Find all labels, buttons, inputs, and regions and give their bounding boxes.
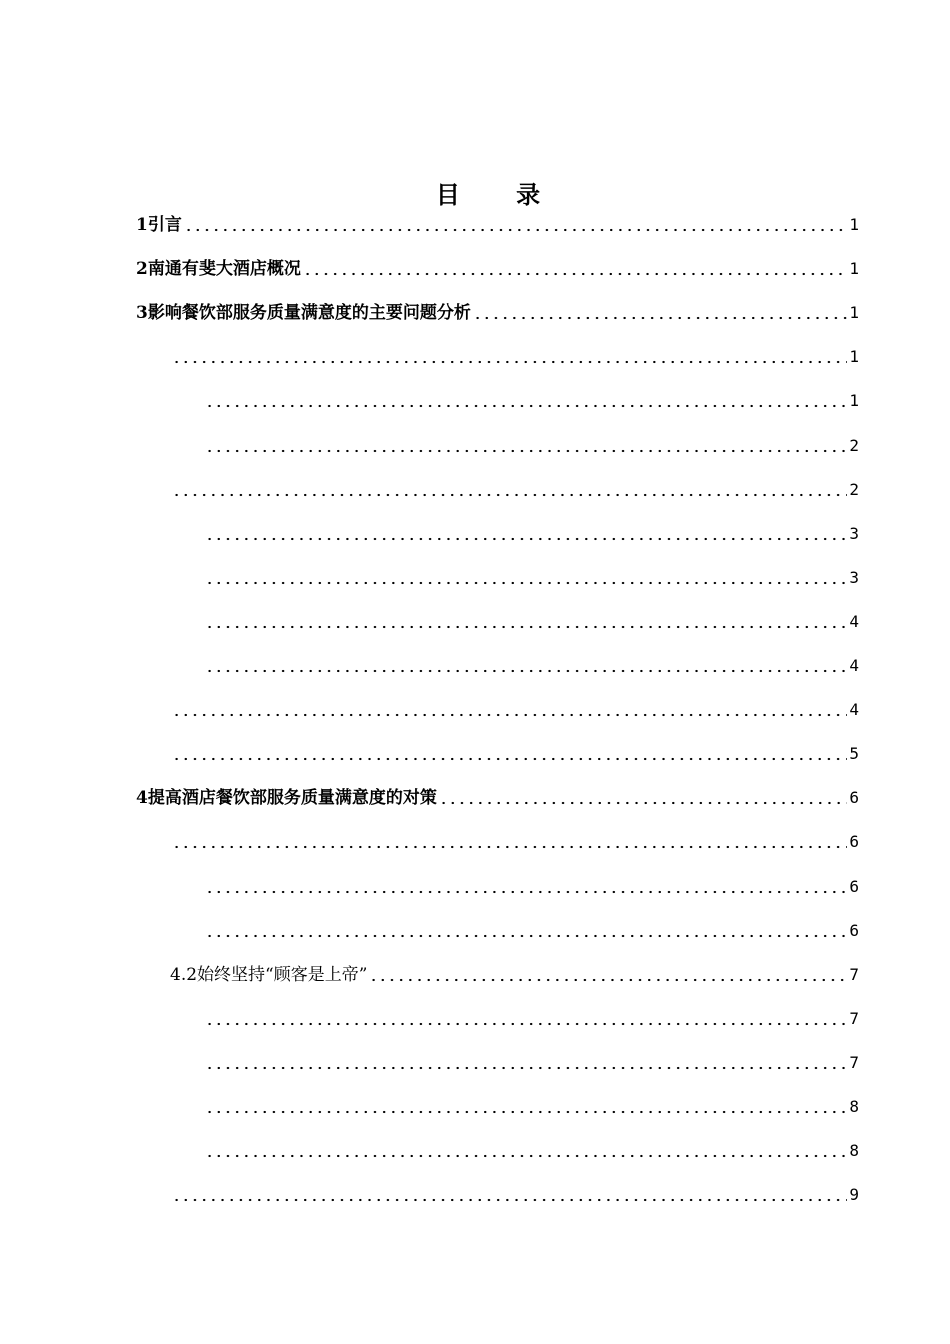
toc-page-number: 3 <box>849 568 859 587</box>
toc-entry[interactable] <box>170 741 859 765</box>
toc-page-number: 1 <box>849 303 859 322</box>
toc-page-number: 4 <box>849 612 859 631</box>
toc-dot-leader <box>205 1006 847 1026</box>
toc-dot-leader <box>172 477 847 497</box>
toc-page-number: 1 <box>849 215 859 234</box>
toc-entry[interactable] <box>203 565 859 589</box>
toc-entry-text: 2南通有斐大酒店概况 <box>136 259 301 279</box>
toc-dot-leader <box>205 565 847 585</box>
toc-page-number: 2 <box>849 480 859 499</box>
toc-dot-leader <box>205 653 847 673</box>
toc-entry[interactable] <box>170 962 859 986</box>
toc-entry[interactable] <box>136 256 859 280</box>
toc-page-number: 7 <box>849 1009 859 1028</box>
toc-entry-text: 4提高酒店餐饮部服务质量满意度的对策 <box>136 788 437 808</box>
toc-entry[interactable] <box>203 653 859 677</box>
toc-entry[interactable] <box>203 1006 859 1030</box>
toc-entry-text: 1引言 <box>136 215 182 235</box>
toc-page-number: 2 <box>849 436 859 455</box>
toc-page-number: 4 <box>849 656 859 675</box>
toc-page-number: 6 <box>849 788 859 807</box>
toc-entry[interactable] <box>170 697 859 721</box>
toc-entry[interactable] <box>170 344 859 368</box>
toc-entry[interactable] <box>203 521 859 545</box>
toc-title: 目 录 <box>435 180 565 209</box>
toc-page-number: 1 <box>849 259 859 278</box>
toc-dot-leader <box>172 741 847 761</box>
toc-dot-leader <box>172 1182 847 1202</box>
toc-entry[interactable] <box>203 1094 859 1118</box>
toc-entry[interactable] <box>203 1050 859 1074</box>
toc-entry[interactable] <box>170 1182 859 1206</box>
toc-entry[interactable] <box>170 829 859 853</box>
toc-page-number: 1 <box>849 347 859 366</box>
toc-entry[interactable] <box>203 918 859 942</box>
toc-dot-leader <box>205 609 847 629</box>
toc-entry[interactable] <box>203 1138 859 1162</box>
toc-page-number: 7 <box>849 965 859 984</box>
toc-dot-leader <box>205 433 847 453</box>
toc-entry[interactable] <box>136 300 859 324</box>
toc-dot-leader <box>205 521 847 541</box>
toc-entry[interactable] <box>170 477 859 501</box>
toc-dot-leader <box>184 212 848 232</box>
toc-entry[interactable] <box>203 388 859 412</box>
toc-page-number: 3 <box>849 524 859 543</box>
toc-dot-leader <box>205 388 847 408</box>
toc-page-number: 6 <box>849 877 859 896</box>
toc-dot-leader <box>303 256 848 276</box>
toc-dot-leader <box>205 1094 847 1114</box>
toc-entry[interactable] <box>203 433 859 457</box>
toc-entry[interactable] <box>136 785 859 809</box>
toc-dot-leader <box>172 697 847 717</box>
toc-entry[interactable] <box>203 609 859 633</box>
toc-dot-leader <box>473 300 848 320</box>
toc-dot-leader <box>369 962 847 982</box>
toc-dot-leader <box>439 785 848 805</box>
toc-dot-leader <box>172 344 847 364</box>
toc-dot-leader <box>205 874 847 894</box>
toc-dot-leader <box>205 1138 847 1158</box>
toc-page-number: 6 <box>849 832 859 851</box>
toc-entry-text: 4.2始终坚持“顾客是上帝” <box>170 965 368 985</box>
toc-dot-leader <box>205 1050 847 1070</box>
toc-page-number: 8 <box>849 1141 859 1160</box>
toc-entry-text: 3影响餐饮部服务质量满意度的主要问题分析 <box>136 303 471 323</box>
toc-page-number: 4 <box>849 700 859 719</box>
toc-page-number: 1 <box>849 391 859 410</box>
toc-dot-leader <box>205 918 847 938</box>
toc-page-number: 9 <box>849 1185 859 1204</box>
toc-dot-leader <box>172 829 847 849</box>
toc-page-number: 5 <box>849 744 859 763</box>
toc-page-number: 6 <box>849 921 859 940</box>
toc-entry[interactable] <box>136 212 859 236</box>
toc-entry[interactable] <box>203 874 859 898</box>
toc-page-number: 7 <box>849 1053 859 1072</box>
toc-page-number: 8 <box>849 1097 859 1116</box>
